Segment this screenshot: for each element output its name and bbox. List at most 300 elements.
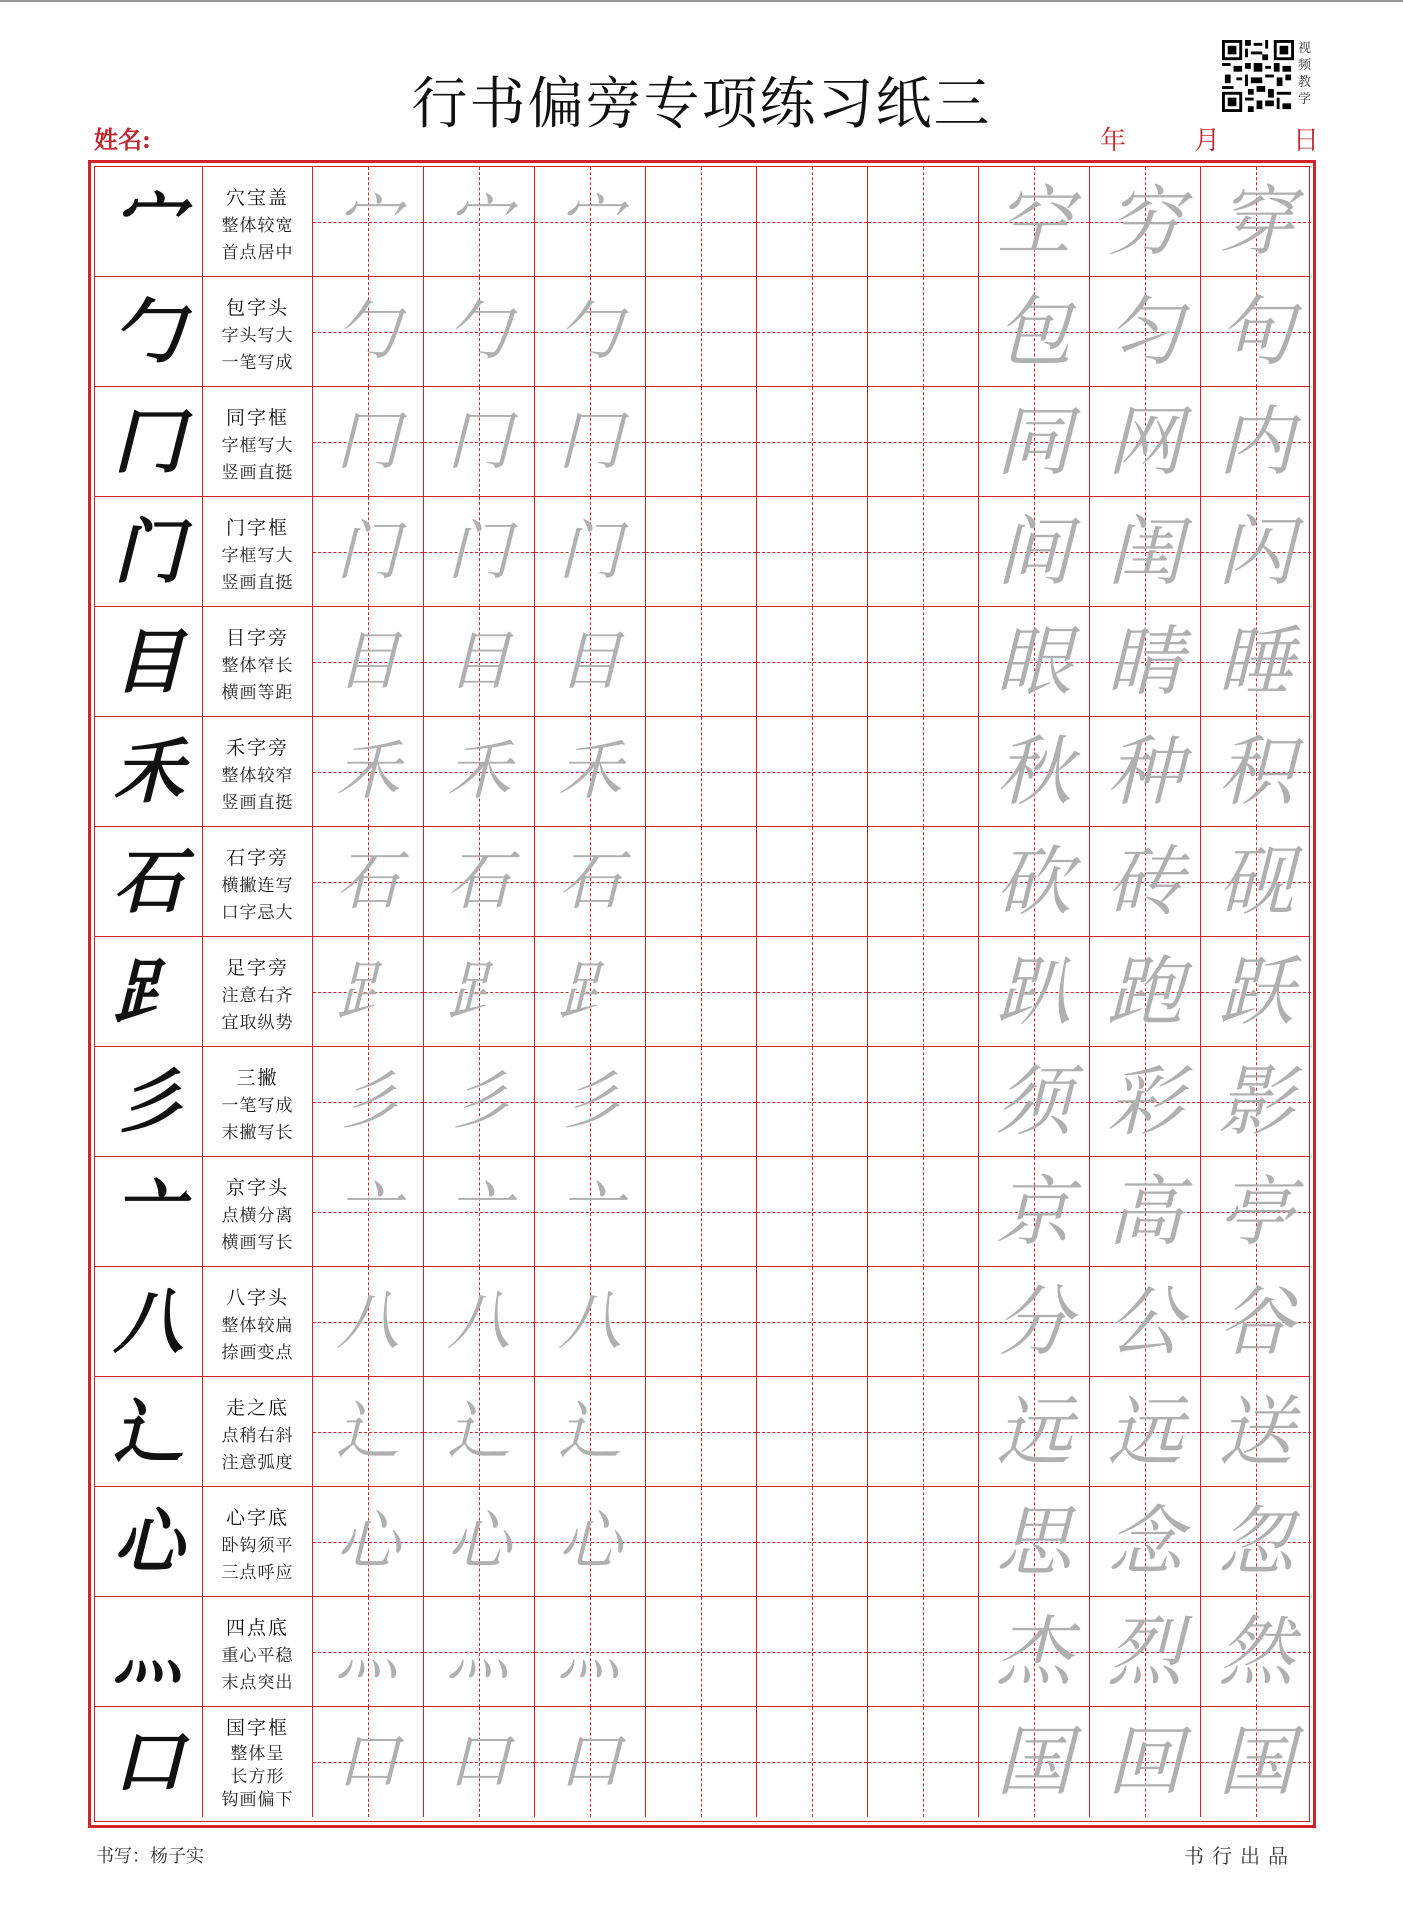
practice-row (95, 167, 1309, 277)
model-radical: 心 (113, 1500, 184, 1583)
radical-name: 国字框 (225, 1717, 289, 1739)
practice-cell[interactable] (424, 1597, 535, 1707)
practice-cell[interactable] (868, 827, 979, 937)
practice-cell[interactable] (646, 277, 757, 387)
guide-line-vertical (812, 1487, 813, 1597)
radical-description-cell (203, 1487, 313, 1597)
radical-name: 目字旁 (225, 627, 289, 649)
practice-cell[interactable] (646, 1487, 757, 1597)
practice-cell[interactable] (535, 1377, 646, 1487)
traced-radical: 亠 (447, 1175, 511, 1249)
traced-radical: 彡 (447, 1065, 511, 1139)
model-radical: 冂 (113, 400, 184, 483)
radical-tip: 点横分离 (221, 1206, 294, 1226)
practice-cell[interactable] (1090, 937, 1201, 1047)
practice-cell[interactable] (868, 1267, 979, 1377)
practice-cell[interactable] (313, 1597, 424, 1707)
radical-tip: 卧钩须平 (221, 1536, 294, 1556)
guide-line-vertical (701, 1707, 702, 1817)
practice-cell[interactable] (868, 1487, 979, 1597)
practice-cell[interactable] (979, 937, 1090, 1047)
guide-line-vertical (923, 1377, 924, 1487)
practice-cell[interactable] (646, 497, 757, 607)
guide-line-vertical (701, 1157, 702, 1267)
traced-radical: 心 (558, 1505, 622, 1579)
traced-example-character: 烈 (1107, 1607, 1183, 1696)
practice-cell[interactable] (868, 1047, 979, 1157)
radical-tip: 字框写大 (221, 546, 294, 566)
practice-cell[interactable] (313, 1157, 424, 1267)
practice-cell[interactable] (1201, 1707, 1311, 1817)
qr-code (1222, 40, 1294, 112)
practice-cell[interactable] (1090, 717, 1201, 827)
radical-tip: 字头写大 (221, 326, 294, 346)
practice-cell[interactable] (535, 607, 646, 717)
practice-cell[interactable] (1090, 277, 1201, 387)
traced-example-character: 趴 (996, 947, 1072, 1036)
radical-name: 京字头 (225, 1177, 289, 1199)
practice-cell[interactable] (424, 167, 535, 277)
practice-cell[interactable] (1201, 1157, 1311, 1267)
practice-cell[interactable] (1090, 607, 1201, 717)
practice-row (95, 277, 1309, 387)
traced-radical: 辶 (447, 1395, 511, 1469)
guide-line-vertical (923, 387, 924, 497)
practice-row (95, 827, 1309, 937)
name-label: 姓名: (94, 125, 151, 154)
practice-cell[interactable] (313, 1707, 424, 1817)
practice-cell[interactable] (424, 1707, 535, 1817)
traced-example-character: 国 (996, 1717, 1072, 1806)
practice-row (95, 937, 1309, 1047)
radical-tip: 重心平稳 (221, 1646, 294, 1666)
guide-line-vertical (701, 717, 702, 827)
practice-cell[interactable] (757, 497, 868, 607)
model-radical-cell (95, 167, 203, 277)
radical-tip: 横画等距 (221, 683, 294, 703)
guide-line-vertical (812, 1047, 813, 1157)
practice-cell[interactable] (1201, 167, 1311, 277)
practice-cell[interactable] (1090, 1377, 1201, 1487)
practice-cell[interactable] (868, 277, 979, 387)
practice-cell[interactable] (979, 387, 1090, 497)
practice-row (95, 1597, 1309, 1707)
traced-radical: 目 (447, 625, 511, 699)
traced-radical: 灬 (447, 1615, 511, 1689)
practice-cell[interactable] (868, 717, 979, 827)
practice-cell[interactable] (868, 1157, 979, 1267)
practice-cell[interactable] (1201, 607, 1311, 717)
practice-cell[interactable] (979, 277, 1090, 387)
practice-cell[interactable] (535, 1597, 646, 1707)
publisher-credit: 书行出品 (1184, 1844, 1296, 1868)
practice-cell[interactable] (1090, 387, 1201, 497)
radical-tip: 竖画直挺 (221, 793, 294, 813)
radical-tip: 长方形 (230, 1767, 285, 1787)
traced-radical: 勹 (558, 295, 622, 369)
practice-cell[interactable] (757, 1377, 868, 1487)
practice-cell[interactable] (757, 1047, 868, 1157)
practice-row (95, 1487, 1309, 1597)
radical-description-cell (203, 827, 313, 937)
radical-description-cell (203, 1707, 313, 1817)
traced-example-character: 远 (1107, 1387, 1183, 1476)
practice-cell[interactable] (757, 717, 868, 827)
guide-line-vertical (923, 607, 924, 717)
qr-label: 视频教学 (1298, 41, 1312, 107)
page-title: 行书偏旁专项练习纸三 (411, 72, 992, 137)
traced-example-character: 闪 (1218, 507, 1294, 596)
practice-cell[interactable] (868, 167, 979, 277)
model-radical: 禾 (113, 730, 184, 813)
traced-radical: 八 (558, 1285, 622, 1359)
top-border (0, 0, 1403, 2)
guide-line-vertical (701, 1377, 702, 1487)
practice-cell[interactable] (535, 1267, 646, 1377)
practice-cell[interactable] (646, 167, 757, 277)
traced-example-character: 睛 (1107, 617, 1183, 706)
model-radical: 门 (113, 510, 184, 593)
practice-cell[interactable] (535, 1157, 646, 1267)
traced-example-character: 眼 (996, 617, 1072, 706)
practice-cell[interactable] (646, 1267, 757, 1377)
practice-cell[interactable] (868, 1707, 979, 1817)
practice-cell[interactable] (646, 607, 757, 717)
practice-cell[interactable] (535, 277, 646, 387)
traced-example-character: 穿 (1218, 177, 1294, 266)
model-radical-cell (95, 1267, 203, 1377)
practice-cell[interactable] (979, 1267, 1090, 1377)
radical-tip: 钩画偏下 (221, 1790, 294, 1810)
practice-cell[interactable] (424, 497, 535, 607)
practice-cell[interactable] (424, 387, 535, 497)
practice-cell[interactable] (1201, 1377, 1311, 1487)
traced-radical: 门 (447, 515, 511, 589)
practice-cell[interactable] (1201, 717, 1311, 827)
practice-cell[interactable] (979, 1487, 1090, 1597)
traced-radical: 冂 (447, 405, 511, 479)
traced-example-character: 砚 (1218, 837, 1294, 926)
practice-cell[interactable] (757, 1157, 868, 1267)
practice-cell[interactable] (313, 827, 424, 937)
guide-line-vertical (812, 937, 813, 1047)
traced-radical: 冂 (336, 405, 400, 479)
radical-name: 石字旁 (225, 847, 289, 869)
practice-cell[interactable] (1201, 1487, 1311, 1597)
practice-cell[interactable] (868, 387, 979, 497)
traced-example-character: 送 (1218, 1387, 1294, 1476)
guide-line-vertical (812, 607, 813, 717)
practice-cell[interactable] (1201, 1047, 1311, 1157)
traced-radical: 禾 (336, 735, 400, 809)
traced-example-character: 穷 (1107, 177, 1183, 266)
practice-cell[interactable] (979, 827, 1090, 937)
traced-example-character: 匀 (1107, 287, 1183, 376)
practice-cell[interactable] (424, 937, 535, 1047)
traced-radical: 𧾷 (447, 955, 511, 1029)
guide-line-vertical (701, 607, 702, 717)
model-radical: 目 (113, 620, 184, 703)
radical-tip: 整体较宽 (221, 216, 294, 236)
practice-cell[interactable] (646, 1377, 757, 1487)
practice-cell[interactable] (646, 1707, 757, 1817)
guide-line-vertical (812, 497, 813, 607)
practice-cell[interactable] (868, 937, 979, 1047)
practice-cell[interactable] (424, 607, 535, 717)
radical-tip: 竖画直挺 (221, 463, 294, 483)
practice-cell[interactable] (313, 607, 424, 717)
radical-tip: 整体较扁 (221, 1316, 294, 1336)
traced-example-character: 高 (1107, 1167, 1183, 1256)
radical-name: 同字框 (225, 407, 289, 429)
practice-cell[interactable] (757, 607, 868, 717)
model-radical: 辶 (113, 1390, 184, 1473)
practice-cell[interactable] (313, 1487, 424, 1597)
guide-line-vertical (812, 1707, 813, 1817)
radical-name: 穴宝盖 (225, 187, 289, 209)
traced-radical: 石 (336, 845, 400, 919)
practice-cell[interactable] (313, 167, 424, 277)
practice-cell[interactable] (313, 1267, 424, 1377)
guide-line-vertical (812, 827, 813, 937)
practice-cell[interactable] (979, 1597, 1090, 1707)
practice-cell[interactable] (535, 387, 646, 497)
practice-cell[interactable] (979, 1377, 1090, 1487)
practice-cell[interactable] (757, 827, 868, 937)
model-radical: 口 (113, 1720, 184, 1803)
practice-cell[interactable] (1090, 497, 1201, 607)
radical-description-cell (203, 937, 313, 1047)
model-radical: 彡 (113, 1060, 184, 1143)
traced-radical: 门 (558, 515, 622, 589)
practice-cell[interactable] (646, 1157, 757, 1267)
practice-cell[interactable] (646, 1597, 757, 1707)
traced-radical: 心 (336, 1505, 400, 1579)
radical-tip: 整体较窄 (221, 766, 294, 786)
practice-row (95, 1157, 1309, 1267)
practice-row (95, 1377, 1309, 1487)
practice-cell[interactable] (424, 1377, 535, 1487)
traced-example-character: 彩 (1107, 1057, 1183, 1146)
traced-example-character: 间 (996, 507, 1072, 596)
practice-cell[interactable] (424, 1047, 535, 1157)
traced-example-character: 跑 (1107, 947, 1183, 1036)
radical-description-cell (203, 497, 313, 607)
model-radical: 亠 (113, 1170, 184, 1253)
radical-tip: 一笔写成 (221, 353, 294, 373)
practice-cell[interactable] (424, 1157, 535, 1267)
traced-example-character: 种 (1107, 727, 1183, 816)
practice-row (95, 1707, 1309, 1817)
guide-line-vertical (701, 387, 702, 497)
practice-cell[interactable] (757, 1487, 868, 1597)
practice-cell[interactable] (1090, 1157, 1201, 1267)
practice-cell[interactable] (424, 277, 535, 387)
practice-cell[interactable] (424, 1267, 535, 1377)
traced-radical: 冂 (558, 405, 622, 479)
practice-cell[interactable] (535, 937, 646, 1047)
radical-tip: 竖画直挺 (221, 573, 294, 593)
traced-example-character: 积 (1218, 727, 1294, 816)
practice-cell[interactable] (646, 387, 757, 497)
guide-line-vertical (701, 1267, 702, 1377)
guide-line-vertical (701, 1487, 702, 1597)
traced-example-character: 分 (996, 1277, 1072, 1366)
radical-name: 四点底 (225, 1617, 289, 1639)
model-radical: 八 (113, 1280, 184, 1363)
practice-cell[interactable] (979, 607, 1090, 717)
guide-line-vertical (923, 277, 924, 387)
practice-cell[interactable] (757, 387, 868, 497)
traced-example-character: 谷 (1218, 1277, 1294, 1366)
model-radical-cell (95, 387, 203, 497)
traced-example-character: 思 (996, 1497, 1072, 1586)
model-radical: 石 (113, 840, 184, 923)
guide-line-vertical (812, 1267, 813, 1377)
model-radical: 勹 (113, 290, 184, 373)
guide-line-vertical (701, 827, 702, 937)
practice-cell[interactable] (868, 497, 979, 607)
practice-cell[interactable] (1201, 827, 1311, 937)
practice-cell[interactable] (979, 167, 1090, 277)
traced-example-character: 京 (996, 1167, 1072, 1256)
radical-description-cell (203, 1377, 313, 1487)
practice-cell[interactable] (313, 1047, 424, 1157)
traced-example-character: 句 (1218, 287, 1294, 376)
model-radical: 𧾷 (113, 950, 184, 1033)
traced-radical: 亠 (336, 1175, 400, 1249)
radical-tip: 注意右齐 (221, 986, 294, 1006)
model-radical-cell (95, 1047, 203, 1157)
practice-cell[interactable] (757, 1707, 868, 1817)
radical-name: 足字旁 (225, 957, 289, 979)
practice-cell[interactable] (424, 1487, 535, 1597)
traced-radical: 八 (336, 1285, 400, 1359)
practice-cell[interactable] (313, 717, 424, 827)
practice-cell[interactable] (313, 497, 424, 607)
practice-cell[interactable] (535, 717, 646, 827)
traced-radical: 亠 (558, 1175, 622, 1249)
month-label: 月 (1194, 126, 1221, 156)
practice-cell[interactable] (1201, 277, 1311, 387)
practice-cell[interactable] (313, 937, 424, 1047)
practice-cell[interactable] (1201, 387, 1311, 497)
practice-cell[interactable] (313, 277, 424, 387)
practice-cell[interactable] (1090, 1267, 1201, 1377)
traced-example-character: 杰 (996, 1607, 1072, 1696)
practice-cell[interactable] (1090, 1487, 1201, 1597)
model-radical-cell (95, 1707, 203, 1817)
traced-example-character: 国 (1218, 1717, 1294, 1806)
practice-cell[interactable] (313, 1377, 424, 1487)
radical-tip: 横画写长 (221, 1233, 294, 1253)
practice-cell[interactable] (1201, 1267, 1311, 1377)
practice-cell[interactable] (535, 1707, 646, 1817)
traced-radical: 口 (558, 1725, 622, 1799)
practice-cell[interactable] (1201, 497, 1311, 607)
practice-cell[interactable] (868, 1597, 979, 1707)
traced-example-character: 影 (1218, 1057, 1294, 1146)
traced-example-character: 亭 (1218, 1167, 1294, 1256)
traced-example-character: 同 (996, 397, 1072, 486)
practice-cell[interactable] (1090, 1047, 1201, 1157)
traced-radical: 彡 (558, 1065, 622, 1139)
guide-line-vertical (923, 1047, 924, 1157)
guide-line-vertical (812, 1597, 813, 1707)
guide-line-vertical (701, 277, 702, 387)
traced-radical: 灬 (336, 1615, 400, 1689)
traced-radical: 门 (336, 515, 400, 589)
practice-cell[interactable] (313, 387, 424, 497)
model-radical-cell (95, 607, 203, 717)
practice-cell[interactable] (1201, 937, 1311, 1047)
practice-cell[interactable] (979, 1707, 1090, 1817)
radical-tip: 捺画变点 (221, 1343, 294, 1363)
practice-cell[interactable] (757, 167, 868, 277)
guide-line-vertical (923, 1267, 924, 1377)
practice-cell[interactable] (1090, 167, 1201, 277)
practice-cell[interactable] (979, 1047, 1090, 1157)
practice-cell[interactable] (424, 827, 535, 937)
traced-radical: 禾 (447, 735, 511, 809)
traced-radical: 石 (447, 845, 511, 919)
practice-cell[interactable] (646, 827, 757, 937)
practice-cell[interactable] (424, 717, 535, 827)
traced-example-character: 忽 (1218, 1497, 1294, 1586)
practice-cell[interactable] (535, 167, 646, 277)
practice-cell[interactable] (1090, 827, 1201, 937)
author-credit: 书写：杨子实 (96, 1846, 204, 1867)
practice-cell[interactable] (646, 1047, 757, 1157)
practice-cell[interactable] (979, 717, 1090, 827)
traced-example-character: 回 (1107, 1717, 1183, 1806)
guide-line-vertical (923, 1157, 924, 1267)
practice-cell[interactable] (757, 277, 868, 387)
traced-example-character: 跃 (1218, 947, 1294, 1036)
practice-cell[interactable] (535, 1487, 646, 1597)
radical-description-cell (203, 1157, 313, 1267)
practice-cell[interactable] (535, 1047, 646, 1157)
practice-cell[interactable] (868, 1377, 979, 1487)
radical-name: 八字头 (225, 1287, 289, 1309)
practice-row (95, 1047, 1309, 1157)
practice-cell[interactable] (979, 1157, 1090, 1267)
practice-cell[interactable] (757, 937, 868, 1047)
practice-row (95, 1267, 1309, 1377)
practice-cell[interactable] (757, 1597, 868, 1707)
practice-cell[interactable] (1201, 1597, 1311, 1707)
radical-tip: 注意弧度 (221, 1453, 294, 1473)
guide-line-vertical (923, 937, 924, 1047)
traced-radical: 宀 (447, 185, 511, 259)
practice-cell[interactable] (1090, 1707, 1201, 1817)
practice-cell[interactable] (1090, 1597, 1201, 1707)
guide-line-vertical (923, 717, 924, 827)
practice-cell[interactable] (979, 497, 1090, 607)
practice-cell[interactable] (535, 497, 646, 607)
traced-example-character: 须 (996, 1057, 1072, 1146)
traced-radical: 目 (336, 625, 400, 699)
radical-description-cell (203, 717, 313, 827)
practice-cell[interactable] (868, 607, 979, 717)
practice-cell[interactable] (535, 827, 646, 937)
practice-grid (94, 166, 1310, 1822)
practice-cell[interactable] (646, 937, 757, 1047)
model-radical: 灬 (113, 1610, 184, 1693)
traced-radical: 辶 (336, 1395, 400, 1469)
practice-cell[interactable] (646, 717, 757, 827)
practice-cell[interactable] (757, 1267, 868, 1377)
